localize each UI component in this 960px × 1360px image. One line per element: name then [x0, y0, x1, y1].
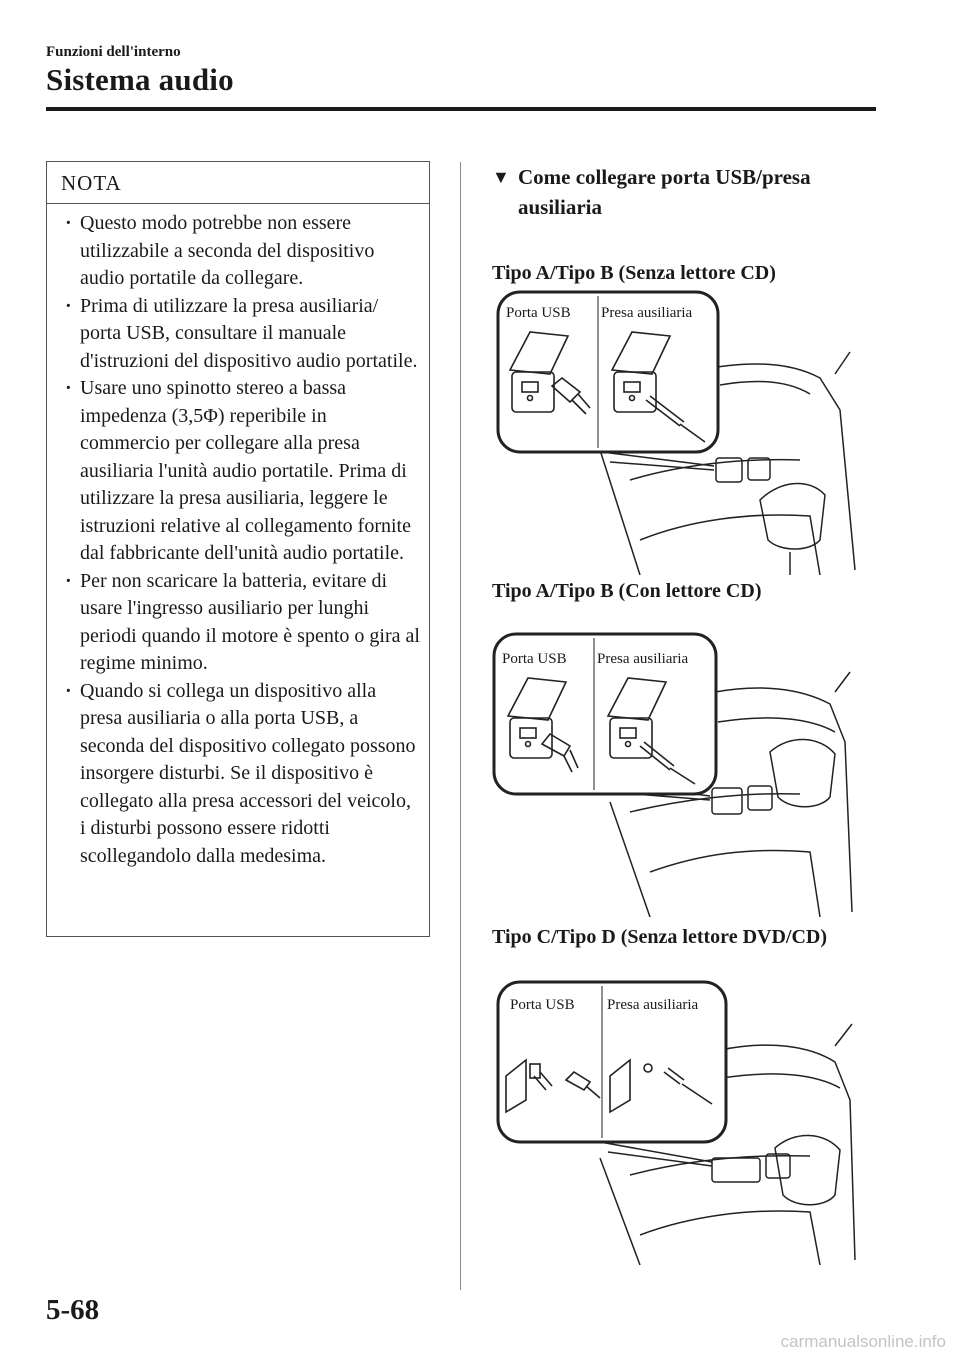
figure-3-label: Tipo C/Tipo D (Senza lettore DVD/CD) [492, 926, 827, 948]
how-to-heading-text: Come collegare porta USB/presa ausiliaria [518, 165, 811, 219]
how-to-heading [492, 162, 862, 222]
watermark: carmanualsonline.info [780, 1332, 946, 1351]
page-number: 5-68 [46, 1294, 100, 1326]
nota-item: · Per non scaricare la batteria, evitare di usare l'ingresso ausiliario per lunghi periodi quando il motore è spento o gira al regime minimo. [65, 568, 421, 678]
nota-item: · Usare uno spinotto stereo a bassa impedenza (3,5Φ) reperibile in commercio per collegare alla presa ausiliaria l'unità audio portatile. Prima di utilizzare la presa ausiliaria, leggere le istruzioni relative al collegamento fornite dal fabbricante dell'unità audio portatile. [65, 375, 421, 568]
console-usb-aux-illustration-2 [490, 632, 870, 917]
nota-item: · Questo modo potrebbe non essere utilizzabile a seconda del dispositivo audio portatile da collegare. [65, 210, 421, 293]
console-usb-aux-illustration-3 [490, 980, 870, 1265]
usb-port-label: Porta USB [510, 997, 575, 1013]
section-label: Funzioni dell'interno [46, 44, 181, 60]
nota-list [47, 204, 429, 870]
usb-port-label: Porta USB [506, 305, 571, 321]
figure-2-label: Tipo A/Tipo B (Con lettore CD) [492, 580, 762, 602]
page-title: Sistema audio [46, 62, 234, 97]
aux-jack-label: Presa ausiliaria [607, 997, 699, 1013]
nota-item: · Quando si collega un dispositivo alla presa ausiliaria o alla porta USB, a seconda del dispositivo collegato possono insorgere disturbi. Se il dispositivo è collegato alla presa accessori del veicolo, i disturbi possono essere ridotti scollegandolo dalla medesima. [65, 678, 421, 871]
nota-box [46, 161, 430, 937]
usb-port-label: Porta USB [502, 651, 567, 667]
console-usb-aux-illustration-1 [490, 290, 870, 575]
title-rule [46, 107, 876, 111]
figure-1 [490, 290, 870, 575]
figure-3 [490, 980, 870, 1265]
figure-2 [490, 632, 870, 917]
nota-item: · Prima di utilizzare la presa ausiliaria/ porta USB, consultare il manuale d'istruzioni del dispositivo audio portatile. [65, 293, 421, 376]
figure-1-label: Tipo A/Tipo B (Senza lettore CD) [492, 262, 776, 284]
aux-jack-label: Presa ausiliaria [597, 651, 689, 667]
triangle-marker-icon: ▼ [492, 167, 510, 187]
aux-jack-label: Presa ausiliaria [601, 305, 693, 321]
column-divider [460, 162, 461, 1290]
nota-heading: NOTA [47, 162, 429, 204]
